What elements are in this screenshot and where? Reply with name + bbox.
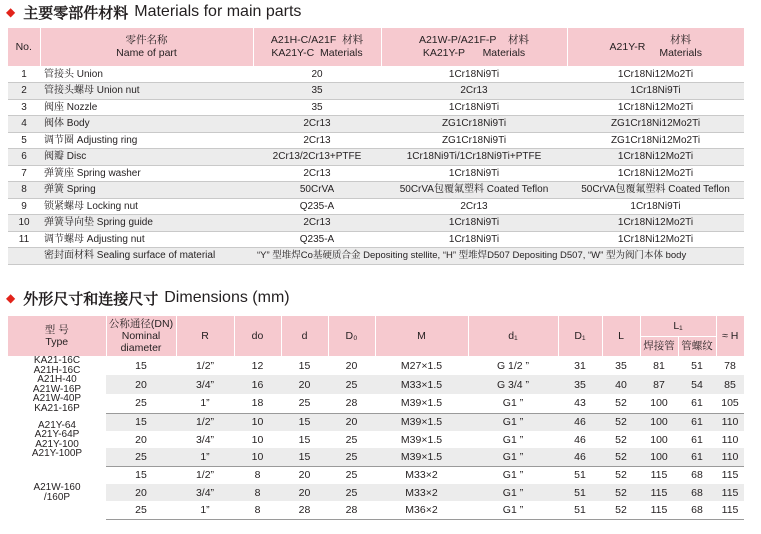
dim-d: 15 (298, 359, 311, 372)
material-c: 2Cr13 (253, 132, 381, 149)
material-c: 2Cr13 (253, 116, 381, 133)
part-no: 7 (8, 165, 40, 182)
dim-do: 10 (234, 448, 281, 466)
sealing-row (8, 248, 744, 265)
part-name: 管接头 Union (40, 66, 253, 83)
type-label: A21Y-64 (38, 419, 76, 431)
material-row (8, 215, 744, 232)
material-r: 1Cr18Ni9Ti (567, 198, 744, 215)
dim-m: M36×2 (375, 501, 468, 519)
dim-r: 1/2” (176, 413, 234, 431)
part-no: 6 (8, 149, 40, 166)
material-c: Q235-A (253, 198, 381, 215)
header-H: ≈ H (716, 316, 744, 356)
dim-m: M39×1.5 (400, 433, 443, 446)
dim-d1: 35 (558, 375, 602, 394)
header-L: L (602, 316, 640, 356)
dim-d: 15 (281, 413, 328, 431)
sealing-no (8, 248, 40, 265)
dim-h: 115 (721, 469, 739, 482)
dim-dn: 20 (106, 375, 176, 394)
material-c: 2Cr13 (253, 165, 381, 182)
dim-r: 1” (176, 501, 234, 519)
dim-l: 40 (602, 375, 640, 394)
part-no: 9 (8, 198, 40, 215)
dim-dn: 15 (106, 413, 176, 431)
type-label: KA21-16C (33, 356, 81, 366)
dimensions-table (8, 316, 744, 520)
dim-h: 110 (716, 448, 744, 466)
dim-h: 105 (716, 394, 744, 413)
header-type: 型 号 Type (8, 316, 106, 356)
dim-l: 52 (602, 484, 640, 502)
header-r: R (176, 316, 234, 356)
dim-l1a: 115 (650, 469, 668, 482)
dim-l: 35 (615, 359, 627, 372)
dim-d1: G1 ” (468, 448, 558, 466)
dim-d1: G 3/4 ” (468, 375, 558, 394)
materials-title-cn: 主要零部件材料 (23, 3, 129, 22)
dim-l1b: 68 (678, 501, 716, 519)
dim-d: 25 (281, 394, 328, 413)
material-row (8, 198, 744, 215)
dim-r: 3/4” (176, 484, 234, 502)
type-label: A21Y-100P (31, 448, 83, 460)
dim-r: 3/4” (176, 375, 234, 394)
material-row (8, 165, 744, 182)
dim-d1: 46 (574, 433, 586, 446)
material-r: 1Cr18Ni12Mo2Ti (567, 66, 744, 83)
material-c: Q235-A (253, 231, 381, 248)
dim-d0: 28 (328, 501, 375, 519)
dim-d0: 20 (328, 413, 375, 431)
dim-d1: 51 (558, 501, 602, 519)
dim-l1a: 100 (640, 394, 678, 413)
material-r: 1Cr18Ni12Mo2Ti (567, 165, 744, 182)
material-c: 20 (253, 66, 381, 83)
material-r: 1Cr18Ni12Mo2Ti (567, 231, 744, 248)
material-r: ZG1Cr18Ni12Mo2Ti (567, 132, 744, 149)
dim-d: 15 (298, 433, 311, 446)
dim-l1b: 61 (678, 394, 716, 413)
materials-table (8, 28, 744, 265)
material-p: 1Cr18Ni9Ti (381, 99, 567, 116)
type-label: A21W-16P (32, 383, 82, 395)
dim-m: M39×1.5 (375, 394, 468, 413)
part-no: 11 (8, 231, 40, 248)
dim-d: 15 (281, 448, 328, 466)
dim-d: 20 (298, 469, 311, 482)
part-name: 阀瓣 Disc (40, 149, 253, 166)
dim-do: 8 (234, 484, 281, 502)
materials-title-en: Materials for main parts (134, 3, 302, 20)
material-row (8, 66, 744, 83)
material-row (8, 149, 744, 166)
dim-h: 85 (716, 375, 744, 394)
part-name: 弹簧座 Spring washer (40, 165, 253, 182)
material-r: 50CrVA包覆氟塑料 Coated Teflon (567, 182, 744, 199)
dim-l1b: 54 (678, 375, 716, 394)
dim-d1: G1 ” (502, 433, 524, 446)
dim-l1a: 81 (653, 359, 665, 372)
part-name: 阀座 Nozzle (40, 99, 253, 116)
material-p: 1Cr18Ni9Ti (381, 165, 567, 182)
header-d1: d₁ (468, 316, 558, 356)
material-r: ZG1Cr18Ni12Mo2Ti (567, 116, 744, 133)
dim-l1a: 100 (640, 413, 678, 431)
part-name: 阀体 Body (40, 116, 253, 133)
dim-m: M33×1.5 (375, 375, 468, 394)
dimension-row (8, 501, 744, 519)
dimension-row (8, 448, 744, 466)
dim-l: 52 (602, 413, 640, 431)
dim-do: 16 (234, 375, 281, 394)
dim-l1a: 115 (640, 501, 678, 519)
dim-l1a: 115 (640, 484, 678, 502)
dim-d1: G1 ” (468, 394, 558, 413)
type-label: /160P (43, 491, 71, 503)
dim-h: 115 (716, 484, 744, 502)
dim-l1b: 61 (678, 448, 716, 466)
dim-l: 52 (615, 469, 627, 482)
dim-dn: 25 (106, 501, 176, 519)
dim-m: M27×1.5 (400, 359, 443, 372)
material-row (8, 99, 744, 116)
materials-section-title (6, 1, 301, 23)
dim-l1b: 51 (691, 359, 703, 372)
dim-d1: 31 (574, 359, 586, 372)
part-name: 锁紧螺母 Locking nut (40, 198, 253, 215)
dim-d0: 20 (345, 359, 358, 372)
dim-h: 110 (716, 413, 744, 431)
dimension-row (8, 466, 744, 484)
dimension-row (8, 394, 744, 413)
dim-dn: 25 (106, 394, 176, 413)
header-material-r: A21Y-R 材料 Materials (567, 28, 744, 66)
dim-dn: 15 (135, 469, 147, 482)
dim-l1a: 87 (640, 375, 678, 394)
dim-d1: G1 ” (502, 469, 524, 482)
dimensions-section-title (6, 287, 290, 309)
material-c: 35 (253, 83, 381, 100)
dim-d: 28 (281, 501, 328, 519)
dim-d0: 25 (328, 484, 375, 502)
part-no: 3 (8, 99, 40, 116)
type-cell (8, 413, 106, 466)
dim-l: 52 (602, 501, 640, 519)
header-nominal-diameter: 公称通径(DN) Nominal diameter (106, 316, 176, 356)
dim-dn: 25 (106, 448, 176, 466)
part-no: 10 (8, 215, 40, 232)
dimensions-title-cn: 外形尺寸和连接尺寸 (23, 289, 159, 308)
dim-d1: 43 (558, 394, 602, 413)
dim-d: 20 (281, 375, 328, 394)
type-label: A21Y-100 (35, 438, 79, 450)
dim-do: 10 (234, 413, 281, 431)
header-do: do (234, 316, 281, 356)
dim-d1: 51 (558, 484, 602, 502)
dim-d1: G1 ” (468, 413, 558, 431)
header-D1: D₁ (558, 316, 602, 356)
dim-d: 20 (281, 484, 328, 502)
material-p: 2Cr13 (381, 198, 567, 215)
dim-h: 110 (721, 433, 739, 446)
material-row (8, 83, 744, 100)
material-p: 1Cr18Ni9Ti (381, 215, 567, 232)
dimension-row (8, 375, 744, 394)
material-p: ZG1Cr18Ni9Ti (381, 132, 567, 149)
dim-l1b: 61 (691, 433, 703, 446)
dim-r: 1/2” (195, 469, 215, 482)
material-r: 1Cr18Ni12Mo2Ti (567, 149, 744, 166)
material-row (8, 182, 744, 199)
dim-r: 1” (176, 394, 234, 413)
dim-do: 12 (251, 359, 264, 372)
dim-l1a: 100 (650, 433, 668, 446)
type-label: A21Y-64P (34, 429, 80, 441)
dim-d0: 25 (345, 469, 358, 482)
dim-do: 10 (251, 433, 264, 446)
part-no: 2 (8, 83, 40, 100)
dim-l: 52 (615, 433, 627, 446)
type-cell (8, 356, 106, 413)
dim-l1b: 68 (678, 484, 716, 502)
dim-d1: G1 ” (468, 501, 558, 519)
part-name: 调节螺母 Adjusting nut (40, 231, 253, 248)
dim-d0: 25 (345, 433, 358, 446)
dim-dn: 20 (135, 433, 147, 446)
part-name: 调节圈 Adjusting ring (40, 132, 253, 149)
sealing-value: “Y” 型堆焊Co基硬质合金 Depositing stellite, “H” 型堆焊D507 Depositing D507, “W” 型为阀门本体 body (253, 248, 744, 265)
header-material-c: A21H-C/A21F 材料 KA21Y-C Materials (253, 28, 381, 66)
sealing-name: 密封面材料 Sealing surface of material (40, 248, 253, 265)
dim-r: 1” (176, 448, 234, 466)
dim-do: 8 (234, 501, 281, 519)
dimension-row (8, 484, 744, 502)
part-no: 1 (8, 66, 40, 83)
part-no: 5 (8, 132, 40, 149)
material-c: 2Cr13/2Cr13+PTFE (253, 149, 381, 166)
material-c: 35 (253, 99, 381, 116)
dim-d1: 46 (558, 448, 602, 466)
type-label: A21H-40 (37, 374, 77, 385)
header-part-name: 零件名称 Name of part (40, 28, 253, 66)
dimension-row (8, 413, 744, 431)
dim-d0: 28 (328, 394, 375, 413)
type-label: A21W-40P (32, 393, 82, 404)
dim-l1a: 100 (640, 448, 678, 466)
header-material-p: A21W-P/A21F-P 材料 KA21Y-P Materials (381, 28, 567, 66)
material-row (8, 132, 744, 149)
diamond-bullet-icon: ◆ (6, 5, 16, 19)
dim-d0: 25 (328, 448, 375, 466)
dimension-row (8, 356, 744, 375)
dim-dn: 20 (106, 484, 176, 502)
dim-l: 52 (602, 394, 640, 413)
dim-l: 52 (602, 448, 640, 466)
type-cell (8, 466, 106, 519)
dim-dn: 15 (135, 359, 147, 372)
header-L1-welded: 焊接管 (640, 336, 678, 356)
type-label: A21W-160 (33, 482, 81, 494)
dim-l1b: 68 (691, 469, 703, 482)
dim-d1: G 1/2 ” (496, 359, 530, 372)
header-d: d (281, 316, 328, 356)
dimension-row (8, 431, 744, 449)
header-L1-threaded: 管螺纹 (678, 336, 716, 356)
dim-m: M39×1.5 (375, 413, 468, 431)
dim-do: 8 (254, 469, 261, 482)
material-r: 1Cr18Ni12Mo2Ti (567, 99, 744, 116)
header-no: No. (8, 28, 40, 66)
part-name: 弹簧导向垫 Spring guide (40, 215, 253, 232)
dim-l1b: 61 (678, 413, 716, 431)
material-c: 50CrVA (253, 182, 381, 199)
dimensions-title-en: Dimensions (mm) (164, 289, 290, 306)
material-row (8, 116, 744, 133)
dim-h: 78 (724, 359, 736, 372)
dim-d1: G1 ” (468, 484, 558, 502)
material-row (8, 231, 744, 248)
dim-r: 3/4” (195, 433, 215, 446)
material-p: 50CrVA包覆氟塑料 Coated Teflon (381, 182, 567, 199)
type-label: KA21-16P (34, 402, 80, 413)
type-label: A21H-16C (33, 364, 81, 376)
dim-d1: 51 (574, 469, 586, 482)
dim-d1: 46 (558, 413, 602, 431)
header-M: M (375, 316, 468, 356)
diamond-bullet-icon: ◆ (6, 291, 16, 305)
dim-m: M33×2 (375, 484, 468, 502)
material-p: 1Cr18Ni9Ti (381, 231, 567, 248)
material-r: 1Cr18Ni9Ti (567, 83, 744, 100)
header-L1: L₁ (640, 316, 716, 336)
material-p: 2Cr13 (381, 83, 567, 100)
part-name: 管接头螺母 Union nut (40, 83, 253, 100)
dim-do: 18 (234, 394, 281, 413)
material-p: 1Cr18Ni9Ti (381, 66, 567, 83)
part-name: 弹簧 Spring (40, 182, 253, 199)
part-no: 8 (8, 182, 40, 199)
header-D0: D₀ (328, 316, 375, 356)
dim-d0: 25 (328, 375, 375, 394)
part-no: 4 (8, 116, 40, 133)
dim-m: M39×1.5 (375, 448, 468, 466)
material-p: ZG1Cr18Ni9Ti (381, 116, 567, 133)
material-r: 1Cr18Ni12Mo2Ti (567, 215, 744, 232)
dim-h: 115 (716, 501, 744, 519)
material-c: 2Cr13 (253, 215, 381, 232)
material-p: 1Cr18Ni9Ti/1Cr18Ni9Ti+PTFE (381, 149, 567, 166)
dim-r: 1/2” (195, 359, 215, 372)
dim-m: M33×2 (405, 469, 438, 482)
